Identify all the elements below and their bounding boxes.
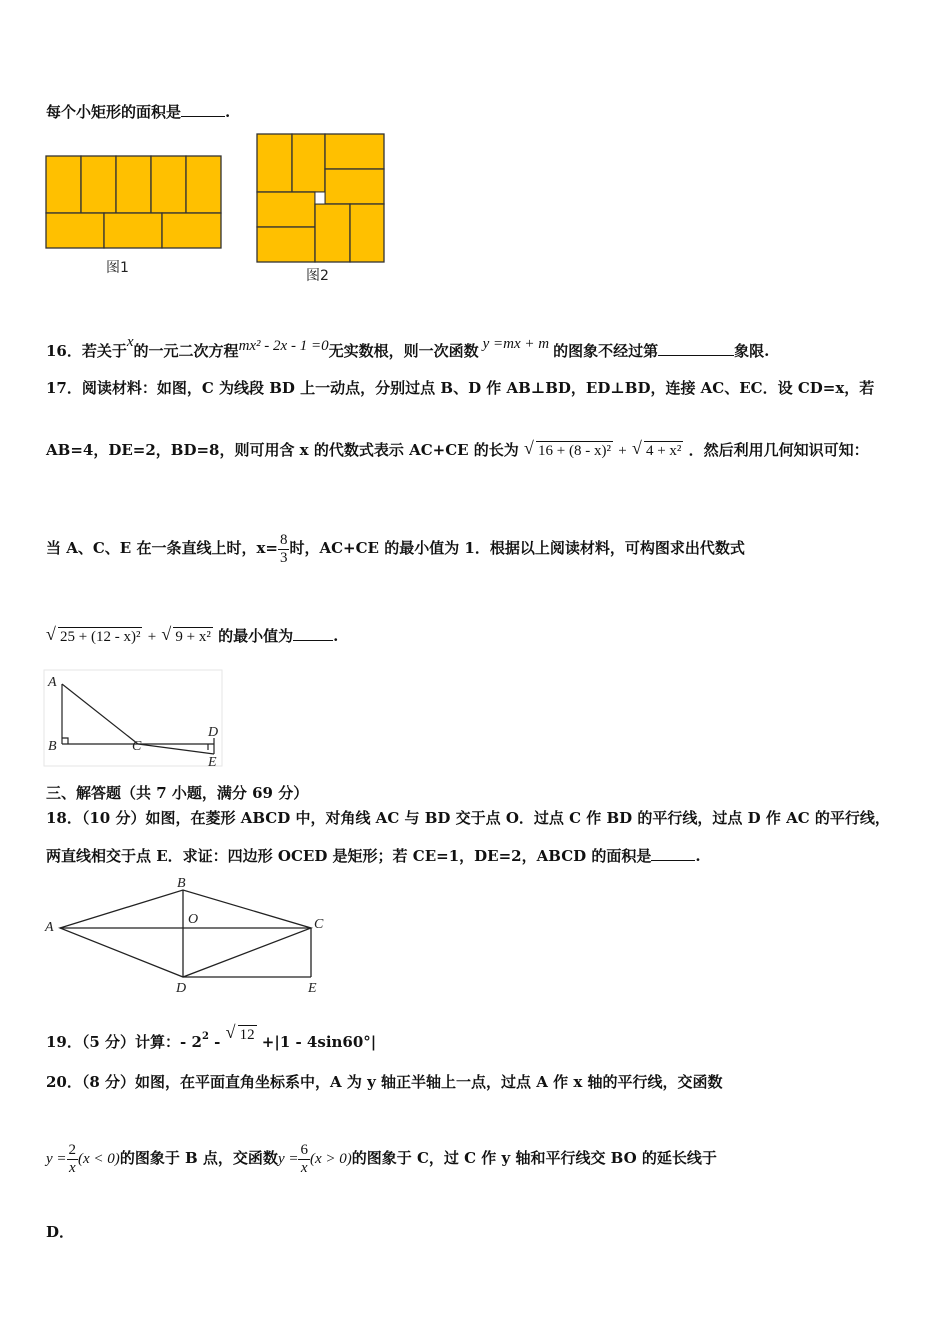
figure-2-caption: 图2: [306, 268, 329, 284]
q20-f2-lhs: y =: [277, 1151, 299, 1167]
q16-text-a: 的一元二次方程: [133, 342, 239, 360]
q18-answer-blank: [651, 846, 695, 861]
q17-fraction: $\frac{8}{3}$: [279, 531, 288, 566]
figure-1: [44, 154, 224, 284]
q18-label-C: C: [314, 917, 324, 932]
q20-line-1: 20．（8 分）如图，在平面直角坐标系中，A 为 y 轴正半轴上一点，过点 A 作 x 轴的平行线，交函数: [46, 1073, 723, 1091]
q15-end: .: [225, 103, 231, 121]
q20-f1-frac: $\frac{2}{x}$: [68, 1141, 77, 1176]
q16-text-c: 的图象不经过第: [553, 342, 659, 360]
q16-var-x: x: [126, 334, 134, 350]
q17-text-a: AB=4，DE=2，BD=8，则可用含 x 的代数式表示 AC+CE 的长为: [46, 441, 519, 459]
q16-equation: mx² - 2x - 1 =0: [238, 338, 329, 354]
q17-label-B: B: [48, 739, 57, 754]
q16-line: [46, 332, 769, 361]
q20-line-3: D．: [46, 1223, 75, 1241]
q17-sqrt-expr-4: √ 9 + x²: [161, 624, 211, 645]
q17-text-e: 的最小值为: [218, 627, 294, 645]
q16-answer-blank: [658, 341, 734, 356]
figure-1-caption: 图1: [106, 260, 129, 276]
q15-answer-blank: [181, 102, 225, 117]
q19-line: 19．（5 分）计算：- $2^2$ - √ 12 +|1 - 4sin60°|: [46, 1022, 377, 1051]
figure-2: [255, 132, 387, 287]
q19-abs-term: +|1 - 4sin60°|: [256, 1033, 377, 1051]
q17-line-2: AB=4，DE=2，BD=8，则可用含 x 的代数式表示 AC+CE 的长为 √ 16 + (8 - x)² + √ 4 + x² ．然后利用几何知识可知：: [46, 438, 869, 459]
q18-figure: [44, 875, 334, 997]
q19-number: 19．（5 分）计算：: [46, 1033, 181, 1051]
q16-text-d: 象限.: [734, 342, 770, 360]
q20-line-2: y = $\frac{2}{x}$ (x < 0)的图象于 B 点，交函数y = $\frac{6}{x}$ (x > 0)的图象于 C，过 C 作 y 轴和平行线交 BO 的延长线于: [46, 1141, 717, 1176]
q17-label-D: D: [208, 725, 219, 740]
q17-text-c: 当 A、C、E 在一条直线上时，x=: [46, 539, 278, 557]
q17-answer-blank: [293, 626, 333, 641]
q15-text: 每个小矩形的面积是: [46, 103, 182, 121]
q17-label-C: C: [132, 739, 142, 754]
q18-label-D: D: [176, 981, 187, 996]
q18-line-1: 18．（10 分）如图，在菱形 ABCD 中，对角线 AC 与 BD 交于点 O．过点 C 作 BD 的平行线，过点 D 作 AC 的平行线，: [46, 809, 890, 827]
q18-line-2: 两直线相交于点 E．求证：四边形 OCED 是矩形；若 CE=1，DE=2，ABCD 的面积是 .: [46, 847, 701, 865]
q18-label-B: B: [177, 876, 186, 891]
q17-sqrt-expr-2: √ 4 + x²: [631, 438, 682, 459]
q17-line-4: √ 25 + (12 - x)² + √ 9 + x² 的最小值为 .: [46, 624, 339, 645]
q17-label-E: E: [208, 755, 217, 770]
q20-text-mid: 的图象于 B 点，交函数: [119, 1149, 278, 1167]
q17-sqrt-expr-1: √ 16 + (8 - x)²: [524, 438, 611, 459]
q16-function: y =mx + m: [482, 336, 550, 352]
q17-line-1: 17．阅读材料：如图，C 为线段 BD 上一动点，分别过点 B、D 作 AB⊥BD，ED⊥BD，连接 AC、EC．设 CD=x，若: [46, 379, 875, 397]
q17-text-d: 时，AC+CE 的最小值为 1．根据以上阅读材料，可构图求出代数式: [289, 539, 745, 557]
q17-line-3: [46, 528, 745, 568]
q20-f2-frac: $\frac{6}{x}$: [300, 1141, 308, 1176]
q18-label-A: A: [45, 920, 54, 935]
q20-f1-lhs: y =: [46, 1151, 67, 1167]
section-3-title: 三、解答题（共 7 小题，满分 69 分）: [46, 784, 309, 802]
q18-text: 两直线相交于点 E．求证：四边形 OCED 是矩形；若 CE=1，DE=2，ABCD 的面积是: [46, 847, 652, 865]
q17-text-b: ．然后利用几何知识可知：: [688, 441, 869, 459]
q16-text-b: 无实数根，则一次函数: [328, 342, 479, 360]
q20-text-end: 的图象于 C，过 C 作 y 轴和平行线交 BO 的延长线于: [351, 1149, 717, 1167]
q15-line: [46, 102, 230, 122]
q17-figure: [44, 670, 224, 770]
q18-label-O: O: [188, 912, 199, 927]
q17-sqrt-expr-3: √ 25 + (12 - x)²: [46, 624, 141, 645]
q18-label-E: E: [308, 981, 317, 996]
q16-number: 16．若关于: [46, 342, 127, 360]
q19-sqrt: √ 12: [225, 1022, 255, 1043]
q17-label-A: A: [48, 675, 57, 690]
